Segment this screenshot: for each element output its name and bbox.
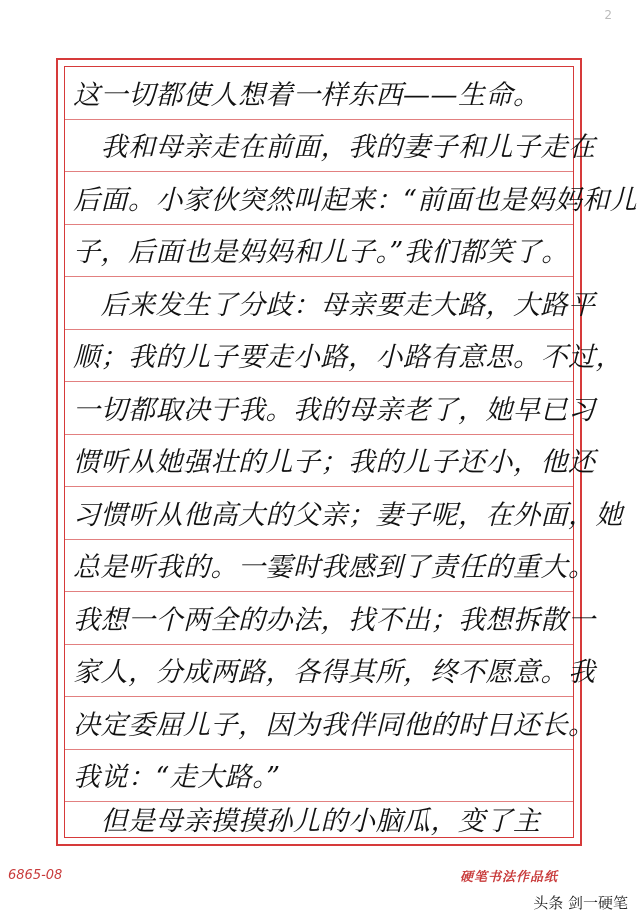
handwritten-line: 顺；我的儿子要走小路，小路有意思。不过， [73,342,623,373]
ruled-row [65,645,596,698]
handwritten-line: 后面。小家伙突然叫起来：“前面也是妈妈和儿 [73,184,638,216]
handwritten-line: 惯听从她强壮的儿子；我的儿子还小，他还 [73,447,596,478]
ruled-row [65,225,573,278]
calligraphy-sheet [56,58,638,846]
ruled-row [65,67,573,120]
handwritten-line: 子，后面也是妈妈和儿子。”我们都笑了。 [73,237,569,268]
handwritten-line: 习惯听从他高大的父亲；妻子呢，在外面，她 [73,499,623,531]
ruled-row [65,382,596,435]
ruled-row [65,120,596,173]
ruled-row [65,697,596,750]
ruled-row [65,540,596,593]
ruled-row [65,172,638,225]
page-number: 2 [604,8,612,22]
ruled-row [65,802,573,841]
ruled-row [65,277,596,330]
ruled-row [65,435,596,488]
handwritten-line: 家人，分成两路，各得其所，终不愿意。我 [73,657,596,688]
paper-code: 6865-08 [8,868,63,883]
handwritten-line: 我和母亲走在前面，我的妻子和儿子走在 [73,132,596,163]
paper-brand-label: 硬笔书法作品纸 [459,870,558,885]
handwritten-line: 我说：“走大路。” [73,762,281,793]
ruled-row [65,750,573,803]
handwritten-line: 决定委屈儿子，因为我伴同他的时日还长。 [73,709,596,741]
handwritten-line: 这一切都使人想着一样东西——生命。 [73,79,541,111]
source-watermark: 头条 剑一硬笔 [529,890,632,915]
handwritten-line: 我想一个两全的办法，找不出；我想拆散一 [73,604,596,636]
handwritten-line: 一切都取决于我。我的母亲老了，她早已习 [73,394,596,426]
ruled-row [65,592,596,645]
ruled-row [65,487,623,540]
handwritten-line: 后来发生了分歧：母亲要走大路，大路平 [73,289,596,321]
handwritten-line: 但是母亲摸摸孙儿的小脑瓜，变了主 [73,806,541,837]
lined-grid [64,66,638,838]
ruled-row [65,330,623,383]
handwritten-line: 总是听我的。一霎时我感到了责任的重大。 [73,552,596,583]
